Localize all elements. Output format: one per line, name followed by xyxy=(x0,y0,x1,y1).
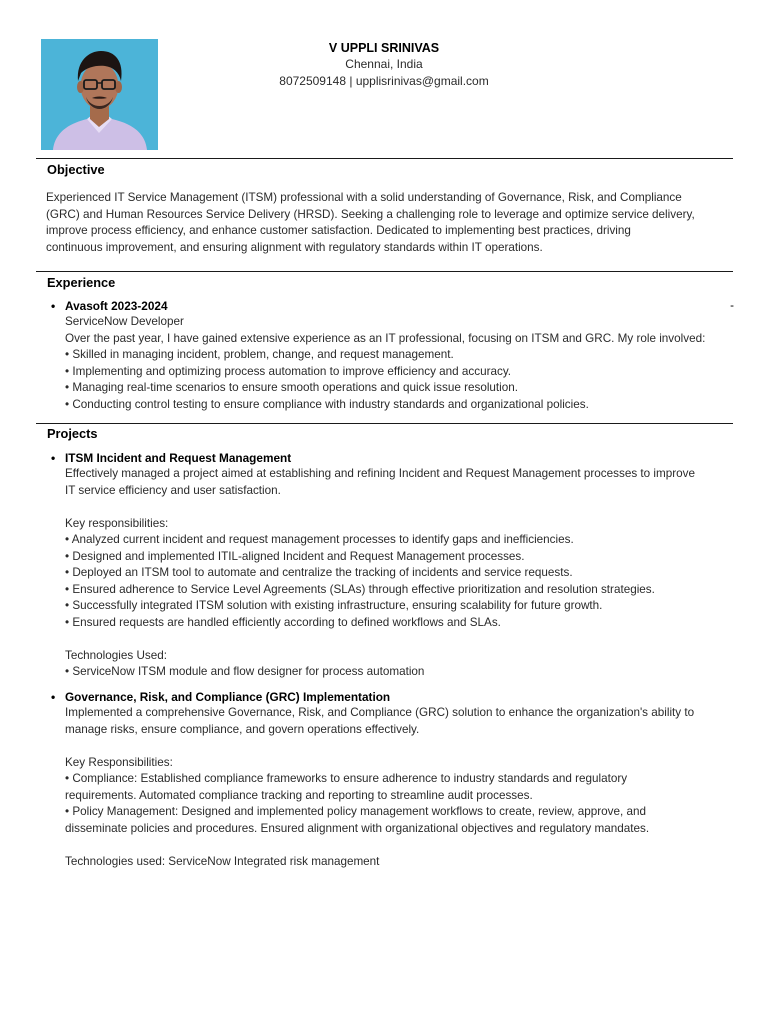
project-line: • Ensured adherence to Service Level Agreements (SLAs) through effective prioritization and resolution strategies. xyxy=(65,582,655,596)
project-line: • Successfully integrated ITSM solution with existing infrastructure, ensuring scalability for future growth. xyxy=(65,599,603,612)
experience-heading xyxy=(51,298,735,314)
experience-line: • Implementing and optimizing process automation to improve efficiency and accuracy. xyxy=(65,364,512,378)
experience-line: • Skilled in managing incident, problem, change, and request management. xyxy=(65,348,454,361)
job-title: ServiceNow Developer xyxy=(65,315,184,328)
project-heading xyxy=(51,689,735,705)
project-line: Key Responsibilities: xyxy=(65,755,173,769)
project-line: manage risks, ensure compliance, and govern operations effectively. xyxy=(65,722,420,736)
project-line: • Deployed an ITSM tool to automate and centralize the tracking of incidents and service requests. xyxy=(65,566,573,579)
contact-separator: | xyxy=(349,74,353,88)
project-line: Technologies used: ServiceNow Integrated risk management xyxy=(65,854,380,868)
experience-line: Over the past year, I have gained extensive experience as an IT professional, focusing on ITSM and GRC. My role involved: xyxy=(65,331,706,345)
objective-line: Experienced IT Service Management (ITSM) professional with a solid understanding of Governance, Risk, and Compliance xyxy=(46,191,682,204)
project-line: • Analyzed current incident and request management processes to identify gaps and inefficiencies. xyxy=(65,533,574,546)
project-line: • Designed and implemented ITIL-aligned Incident and Request Management processes. xyxy=(65,549,525,563)
project-item xyxy=(51,689,735,870)
bullet: • xyxy=(51,451,56,465)
objective-title: Objective xyxy=(47,162,105,177)
project-line: IT service efficiency and user satisfaction. xyxy=(65,483,281,497)
project-line: • Compliance: Established compliance frameworks to ensure adherence to industry standards and regulatory xyxy=(65,772,628,785)
contact-header xyxy=(158,40,610,90)
project-line: Technologies Used: xyxy=(65,648,168,662)
objective-line: improve process efficiency, and enhance customer satisfaction. Dedicated to implementing best practices, driving xyxy=(46,224,631,238)
dash: - xyxy=(730,300,734,312)
bullet: • xyxy=(51,690,56,704)
project-line: Implemented a comprehensive Governance, Risk, and Compliance (GRC) solution to enhance the organization's ability to xyxy=(65,706,695,719)
experience-line: • Conducting control testing to ensure compliance with industry standards and organizational policies. xyxy=(65,397,589,411)
experience-line: • Managing real-time scenarios to ensure smooth operations and quick issue resolution. xyxy=(65,381,519,394)
project-line: • Policy Management: Designed and implemented policy management workflows to create, review, approve, and xyxy=(65,805,646,818)
project-line: Key responsibilities: xyxy=(65,516,169,530)
profile-photo xyxy=(41,39,158,150)
project-line: • ServiceNow ITSM module and flow designer for process automation xyxy=(65,665,425,678)
company-and-dates: Avasoft 2023-2024 xyxy=(65,299,168,313)
project-line: Effectively managed a project aimed at establishing and refining Incident and Request Management processes to improve xyxy=(65,467,695,480)
objective-line: continuous improvement, and ensuring alignment with regulatory standards within IT operations. xyxy=(46,240,543,254)
email-address: upplisrinivas@gmail.com xyxy=(355,74,489,88)
phone-number: 8072509148 xyxy=(279,74,347,88)
project-item xyxy=(51,450,735,681)
projects-title: Projects xyxy=(47,426,98,441)
project-line: disseminate policies and procedures. Ensured alignment with organizational objectives and regulatory mandates. xyxy=(65,821,650,835)
candidate-name: V UPPLI SRINIVAS xyxy=(328,41,440,55)
location: Chennai, India xyxy=(345,57,423,71)
objective-text xyxy=(46,190,736,256)
project-title: ITSM Incident and Request Management xyxy=(65,451,292,465)
project-title: Governance, Risk, and Compliance (GRC) Implementation xyxy=(65,690,391,704)
section-divider xyxy=(36,423,733,424)
section-divider xyxy=(36,271,733,272)
bullet: • xyxy=(51,299,56,313)
experience-title: Experience xyxy=(47,275,116,290)
project-line: requirements. Automated compliance tracking and reporting to streamline audit processes. xyxy=(65,788,533,802)
project-heading xyxy=(51,450,735,466)
project-line: • Ensured requests are handled efficiently according to defined workflows and SLAs. xyxy=(65,615,501,629)
contact-line xyxy=(158,73,610,90)
objective-line: (GRC) and Human Resources Service Delivery (HRSD). Seeking a challenging role to leverage and optimize service delivery, xyxy=(46,207,695,221)
section-divider xyxy=(36,158,733,159)
experience-entry xyxy=(51,298,735,413)
